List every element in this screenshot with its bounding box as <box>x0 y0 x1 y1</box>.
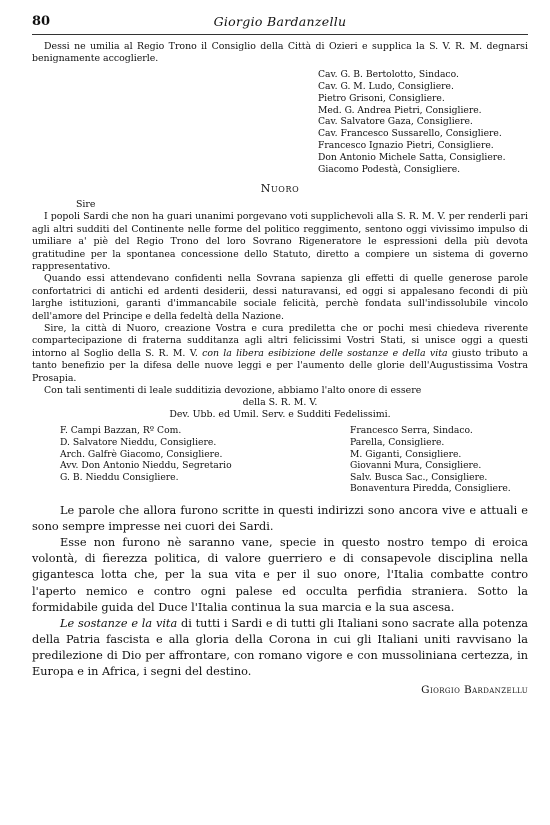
signatory: F. Campi Bazzan, Rº Com. <box>60 425 182 437</box>
signatory: Giacomo Podestà, Consigliere. <box>318 164 461 176</box>
signatory: M. Giganti, Consigliere. <box>350 448 462 460</box>
nuoro-paragraph: I popoli Sardi che non ha guari unanimi porgevano voti supplichevoli alla S. R. M. V. per renderli pari agli altri sudditi del Continente nelle forme del politico reggimento, sentono oggi vivissimo impulso di umiliare a' piè del Regio Trono del loro Sovrano Rigeneratore le espressioni della più devota gratitudine per la spontanea concessione dello Statuto, diretto a compiere un sistema di governo rappresentativo. <box>32 211 528 272</box>
signatory: Francesco Serra, Sindaco. <box>350 425 473 437</box>
nuoro-signatories <box>32 425 528 495</box>
signatory: Cav. Francesco Sussarello, Consigliere. <box>318 128 502 140</box>
signatory: Parella, Consigliere. <box>350 437 445 449</box>
signatories-right <box>350 425 528 495</box>
nuoro-paragraph: Con tali sentimenti di leale sudditizia devozione, abbiamo l'alto onore di essere <box>44 385 422 397</box>
signatory: Pietro Grisoni, Consigliere. <box>318 92 445 104</box>
signatory: Avv. Don Antonio Nieddu, Segretario <box>60 460 232 472</box>
ozieri-intro: Dessi ne umilia al Regio Trono il Consiglio della Città di Ozieri e supplica la S. V. R. M. degnarsi benignamente accoglierle. <box>32 41 528 65</box>
nuoro-paragraph: Sire, la città di Nuoro, creazione Vostra e cura prediletta che or pochi mesi chiedeva riverente compartecipazione di fraterna sudditanza agli altri felicissimi Vostri Stati, si unisce oggi a questi intorno al Soglio della S. R. M. V. con la libera esibizione delle sostanze e della vita giusto tributo a tanto benefizio per la difesa delle nuove leggi e per l'aumento delle glorie dell'Augustissima Vostra Prosapia. <box>32 323 528 384</box>
signatory: Francesco Ignazio Pietri, Consigliere. <box>318 140 494 152</box>
commentary-paragraph: Le sostanze e la vita di tutti i Sardi e di tutti gli Italiani sono sacrate alla potenza della Patria fascista e alla gloria della Corona in cui gli Italiani uniti ravvisano la predilezione di Dio per affrontare, con romano vigore e con mussoliniana certezza, in Europa e in Africa, i segni del destino. <box>32 616 529 678</box>
commentary-paragraph: Esse non furono nè saranno vane, specie in questo nostro tempo di eroica volontà, di fierezza politica, di valore guerriero e di consapevole disciplina nella gigantesca lotta che, per la sua vita e per il suo onore, l'Italia combatte contro l'aperto nemico e contro ogni palese ed occulta perfidia straniera. Sotto la formidabile guida del Duce l'Italia continua la sua marcia e la sua ascesa. <box>32 536 528 614</box>
running-header <box>32 14 528 32</box>
commentary <box>32 503 528 698</box>
closing-formula: della S. R. M. V. <box>242 397 318 409</box>
italic-phrase: Le sostanze e la vita <box>60 616 178 630</box>
signatory: Giovanni Mura, Consigliere. <box>350 460 482 472</box>
ozieri-signatories <box>32 69 528 176</box>
running-title: Giorgio Bardanzellu <box>213 14 347 29</box>
book-page <box>32 14 528 698</box>
signatory: Don Antonio Michele Satta, Consigliere. <box>318 152 506 164</box>
signatory: G. B. Nieddu Consigliere. <box>60 471 179 483</box>
author-signature: Giorgio Bardanzellu <box>421 684 528 697</box>
header-rule <box>32 34 528 35</box>
italic-phrase: con la libera esibizione delle sostanze e della vita <box>202 347 448 359</box>
ozieri-address <box>32 41 528 176</box>
signatory: Arch. Galfrè Giacomo, Consigliere. <box>60 448 223 460</box>
signatory: Med. G. Andrea Pietri, Consigliere. <box>318 104 482 116</box>
signatory: Cav. G. M. Ludo, Consigliere. <box>318 80 454 92</box>
nuoro-paragraph: Quando essi attendevano confidenti nella Sovrana sapienza gli effetti di quelle generose parole confortatrici di antichi ed ardenti desiderii, dessi naturavansi, ed oggi si appalesano fecondi di più larghe istituzioni, garanti d'immancabile sociale felicità, perchè fondata sull'indissolubile vincolo dell'amore del Principe e della fedeltà della Nazione. <box>32 273 528 322</box>
salutation: Sire <box>76 198 96 210</box>
closing-formula: Dev. Ubb. ed Umil. Serv. e Sudditi Fedelissimi. <box>169 409 391 421</box>
signatories-left <box>32 425 290 495</box>
signatory: Cav. Salvatore Gaza, Consigliere. <box>318 116 473 128</box>
signatory: Salv. Busca Sac., Consigliere. <box>350 471 488 483</box>
commentary-paragraph: Le parole che allora furono scritte in questi indirizzi sono ancora vive e attuali e sono sempre impresse nei cuori dei Sardi. <box>32 504 528 534</box>
page-number: 80 <box>32 14 51 29</box>
nuoro-heading: Nuoro <box>260 181 300 195</box>
signatory: D. Salvatore Nieddu, Consigliere. <box>60 437 217 449</box>
nuoro-address <box>32 199 528 495</box>
signatory: Cav. G. B. Bertolotto, Sindaco. <box>318 68 459 80</box>
signatory: Bonaventura Piredda, Consigliere. <box>350 483 511 495</box>
